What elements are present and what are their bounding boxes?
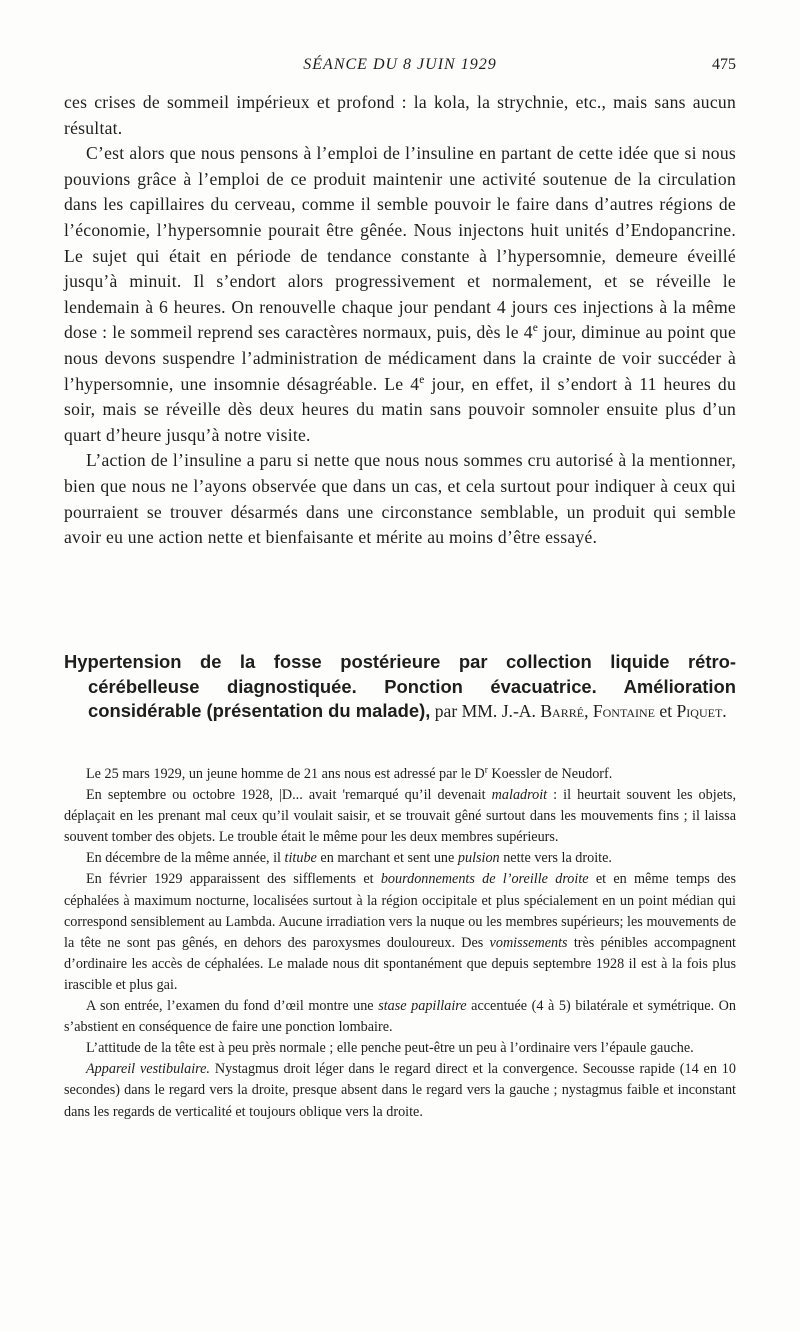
paragraph-text: L’action de l’insuline a paru si nette que nous nous sommes cru autorisé à la mentionner, bien que nous ne l’ayons observée que dans un cas, et cela surtout pour indiquer à ceux qui pourraient se trouver désarmés dans une circonstance semblable, un produit qui semble avoir eu une action nette et bienfaisante et mérite au moins d’être essayé. <box>64 450 736 548</box>
case-emphasis: stase papillaire <box>378 998 467 1015</box>
case-emphasis: maladroit <box>491 787 548 804</box>
case-paragraph <box>64 785 736 848</box>
paragraph-text: jour, diminue au point que nous devons suspendre l’administration de médicament dans la crainte de voir succéder à l’hypersomnie, une insomnie désagréable. Le <box>64 322 736 394</box>
case-report <box>64 764 736 1123</box>
case-text: En février 1929 apparaissent des sifflements et <box>86 871 381 888</box>
case-text: en marchant et sent une <box>316 850 458 867</box>
ordinal-number: 4 <box>410 373 420 394</box>
byline-text: , <box>584 701 593 721</box>
ordinal-number: 4 <box>523 322 533 343</box>
case-emphasis: Appareil vestibulaire. <box>86 1061 210 1078</box>
paragraph <box>64 90 736 141</box>
ordinal-sup: e <box>532 322 539 335</box>
case-sup: r <box>484 764 488 775</box>
byline-text: par MM. J.-A. <box>430 701 541 721</box>
case-emphasis: pulsion <box>457 850 500 867</box>
page-number: 475 <box>712 56 736 73</box>
case-text: nette vers la droite. <box>499 850 612 867</box>
body-text <box>64 90 736 551</box>
case-text: En septembre ou octobre 1928, |D... avait 'remarqué qu’il devenait <box>86 787 492 804</box>
case-text: Nystagmus droit léger dans le regard direct et la convergence. Secousse rapide (14 en 10 secondes) dans le regard vers la droite, presque absent dans le regard vers la gauche ; nystagmus faible et inconstant dans les regards de verticalité et toujours oblique vers la droite. <box>64 1061 736 1120</box>
case-emphasis: titube <box>284 850 317 867</box>
paragraph-text: jour, en effet, il s’endort à 11 heures du soir, mais se réveille dès deux heures du matin sans pouvoir somnoler ensuite plus d’un quart d’heure jusqu’à notre visite. <box>64 373 736 445</box>
case-text: accentuée (4 à 5) bilatérale et symétrique. On s’abstient en conséquence de faire une ponction lombaire. <box>64 998 736 1036</box>
case-emphasis: vomissements <box>489 934 568 951</box>
paragraph <box>64 141 736 448</box>
author-name: Barré <box>540 701 585 721</box>
section-heading <box>64 650 736 724</box>
byline-text: . <box>722 701 727 721</box>
case-text: Le 25 mars 1929, un jeune homme de 21 ans nous est adressé par le D <box>86 766 485 782</box>
case-paragraph <box>64 869 736 996</box>
case-paragraph <box>64 764 736 785</box>
running-title: SÉANCE DU 8 JUIN 1929 <box>303 56 497 73</box>
case-text: A son entrée, l’examen du fond d’œil montre une <box>86 998 379 1015</box>
paragraph-text: ces crises de sommeil impérieux et profond : la kola, la strychnie, etc., mais sans aucun résultat. <box>64 92 736 138</box>
byline-text: et <box>655 701 677 721</box>
case-text: En décembre de la même année, il <box>86 850 285 867</box>
author-name: Fontaine <box>592 701 656 721</box>
case-text: : il heurtait souvent les objets, déplaçait en les prenant mal ceux qu’il voulait saisir, et se trouvait gêné surtout dans les mouvements fins ; il laissa souvent tomber des objets. Le trouble était le même pour les deux membres supérieurs. <box>64 787 736 846</box>
case-paragraph <box>64 848 736 869</box>
paragraph <box>64 448 736 550</box>
ordinal-sup: e <box>419 373 425 386</box>
heading-block <box>64 650 736 724</box>
paragraph-text: C’est alors que nous pensons à l’emploi de l’insuline en partant de cette idée que si nous pouvions grâce à l’emploi de ce produit maintenir une activité soutenue de la circulation dans les capillaires du cerveau, comme il semble pouvoir le faire dans d’autres régions de l’économie, l’hypersomnie pourait être gênée. Nous injectons huit unités d’Endopancrine. Le sujet qui était en période de tendance constante à l’hypersomnie, demeure éveillé jusqu’à minuit. Il s’endort alors progressivement et normalement, et se réveille le lendemain à 6 heures. On renouvelle chaque jour pendant 4 jours ces injections à la même dose : le sommeil reprend ses caractères normaux, puis, dès le <box>64 143 736 343</box>
case-text: L’attitude de la tête est à peu près normale ; elle penche peut-être un peu à l’ordinaire vers l’épaule gauche. <box>86 1040 694 1057</box>
section-title: Hypertension de la fosse postérieure par collection liquide rétro-cérébelleuse diagnostiquée. Ponction évacuatrice. Amélioration considérable (présentation du malade), <box>64 651 736 721</box>
case-text: très pénibles accompagnent d’ordinaire les accès de céphalées. Le malade nous dit spontanément que depuis septembre 1928 il est à la fois plus irascible et plus gai. <box>64 934 736 993</box>
running-head <box>64 56 736 80</box>
case-paragraph <box>64 996 736 1038</box>
case-text: et en même temps des céphalées à maximum nocturne, localisées surtout à la région occipitale et plus spécialement en un point médian qui correspond sensiblement au Lambda. Aucune irradiation vers la nuque ou les membres supérieurs; les mouvements de la tête ne sont pas gênés, en dehors des paroxysmes douloureux. Des <box>64 871 736 951</box>
author-name: Piquet <box>676 701 723 721</box>
case-paragraph <box>64 1059 736 1122</box>
case-text: Koessler de Neudorf. <box>487 766 613 782</box>
case-emphasis: bourdonnements de l’oreille droite <box>380 871 589 888</box>
byline <box>430 701 726 721</box>
case-paragraph <box>64 1038 736 1059</box>
